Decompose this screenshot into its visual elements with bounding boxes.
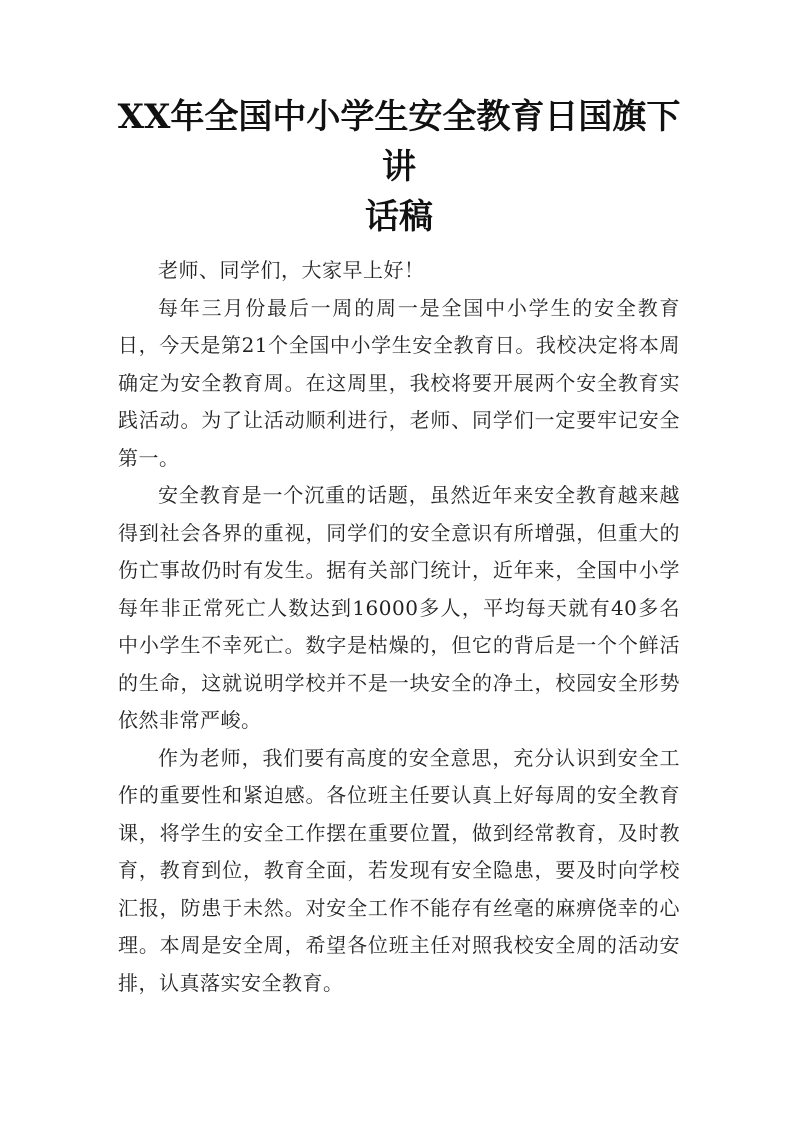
document-title [108,92,690,242]
paragraph-teachers: 作为老师，我们要有高度的安全意思，充分认识到安全工作的重要性和紧迫感。各位班主任要认真上好每周的安全教育课，将学生的安全工作摆在重要位置，做到经常教育，及时教育，教育到位，教育全面，若发现有安全隐患，要及时向学校汇报，防患于未然。对安全工作不能存有丝毫的麻痹侥幸的心理。本周是安全周，希望各位班主任对照我校安全周的活动安排，认真落实安全教育。 [118,745,680,995]
title-line-2: 话稿 [365,197,433,237]
paragraph-statistics: 安全教育是一个沉重的话题，虽然近年来安全教育越来越得到社会各界的重视，同学们的安全意识有所增强，但重大的伤亡事故仍时有发生。据有关部门统计，近年来，全国中小学每年非正常死亡人数达到16000多人，平均每天就有40多名中小学生不幸死亡。数字是枯燥的，但它的背后是一个个鲜活的生命，这就说明学校并不是一块安全的净土，校园安全形势依然非常严峻。 [118,483,680,732]
title-line-1: XX年全国中小学生安全教育日国旗下讲 [117,97,681,187]
paragraph-greeting: 老师、同学们，大家早上好！ [158,258,425,282]
paragraph-intro: 每年三月份最后一周的周一是全国中小学生的安全教育日，今天是第21个全国中小学生安全教育日。我校决定将本周确定为安全教育周。在这周里，我校将要开展两个安全教育实践活动。为了让活动顺利进行，老师、同学们一定要牢记安全第一。 [118,295,680,470]
document-page [118,92,680,1002]
